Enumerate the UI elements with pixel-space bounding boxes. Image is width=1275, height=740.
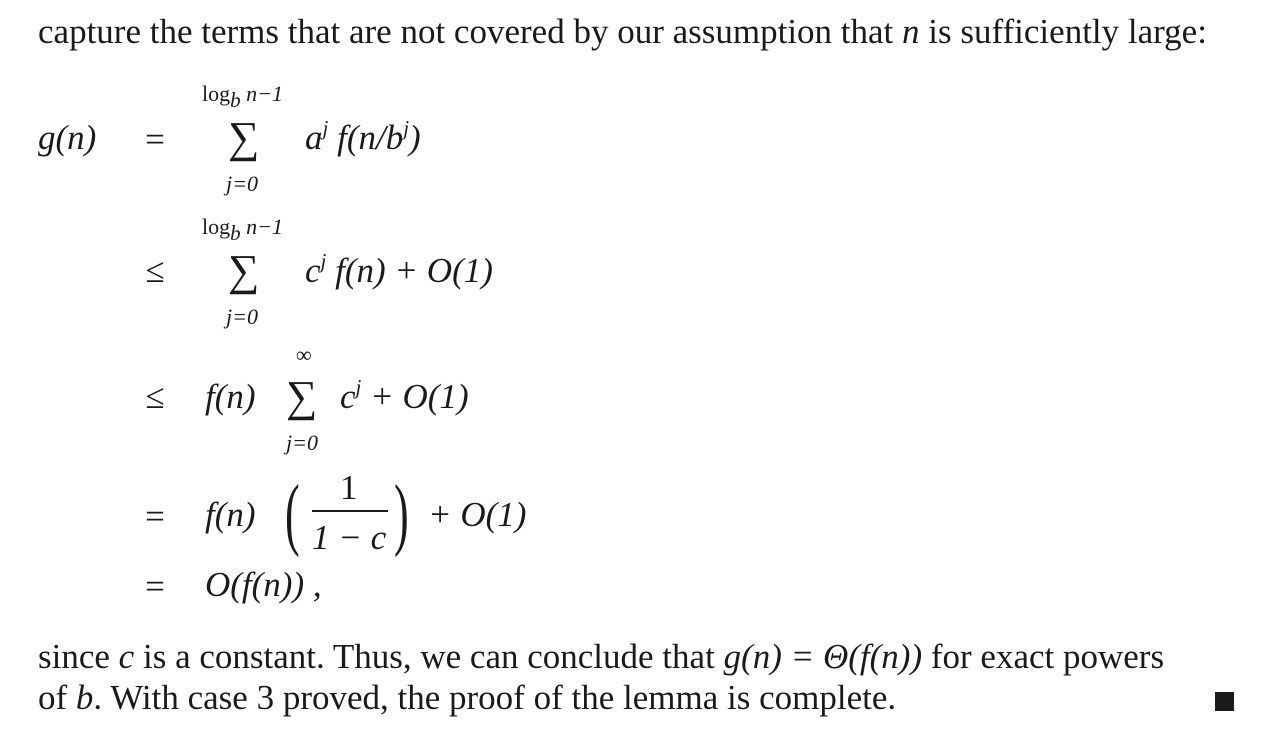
outro-line-1 [38, 637, 1164, 677]
frac-denominator: 1 − c [312, 518, 387, 557]
l3-sup: j [355, 375, 362, 399]
eq-rel-2: ≤ [145, 251, 165, 290]
outro-2a: of [38, 678, 76, 717]
eq-line2-term [305, 251, 493, 291]
outro-var-c: c [118, 637, 135, 676]
outro-1end: for exact powers [922, 637, 1165, 676]
sum3-upper: ∞ [296, 342, 312, 367]
sum3-lower: j=0 [286, 430, 318, 455]
sum2-lower: j=0 [226, 304, 258, 329]
intro-var-n: n [902, 12, 920, 51]
intro-line [38, 12, 1207, 52]
l2-rest: f(n) + O(1) [326, 251, 493, 290]
qed-square-icon [1215, 692, 1234, 711]
sum1-upper-log: log [202, 81, 231, 106]
eq-line5: O(f(n)) , [205, 565, 322, 604]
sum2-upper-log: log [202, 214, 231, 239]
eq-rel-5: = [145, 567, 165, 606]
sum1-upper-base: b [230, 88, 241, 112]
l3-rest: + O(1) [361, 377, 469, 416]
outro-var-b: b [75, 678, 94, 717]
eq-line4-lead: f(n) [205, 495, 256, 534]
sum1-upper-rest: n−1 [240, 81, 283, 106]
sum2-sigma: ∑ [228, 246, 260, 295]
sum2-upper-base: b [230, 221, 241, 245]
l3-c: c [340, 377, 356, 416]
eq-lhs: g(n) [38, 118, 97, 157]
sum2-upper [202, 214, 283, 245]
l1-sup2: j [403, 116, 410, 140]
outro-2end: . With case 3 proved, the proof of the lemma is complete. [93, 678, 897, 717]
outro-line-2 [38, 678, 896, 718]
eq-line3-term [340, 377, 469, 417]
l1-rest: f(n/b [328, 118, 404, 157]
eq-line1-term [305, 118, 421, 158]
outro-1a: since [38, 637, 119, 676]
intro-text-2: is sufficiently large: [919, 12, 1207, 51]
right-paren: ) [394, 470, 409, 558]
l1-a: a [305, 118, 323, 157]
sum3-sigma: ∑ [286, 372, 318, 421]
eq-line3-lead: f(n) [205, 377, 256, 416]
eq-rel-3: ≤ [145, 377, 165, 416]
outro-1b: is a constant. Thus, we can conclude that [134, 637, 724, 676]
outro-formula: g(n) = Θ(f(n)) [723, 637, 923, 676]
l2-sup: j [320, 249, 327, 273]
l2-c: c [305, 251, 321, 290]
sum1-sigma: ∑ [228, 113, 260, 162]
frac-numerator: 1 [340, 468, 358, 507]
frac-bar [312, 510, 388, 512]
sum1-lower: j=0 [226, 171, 258, 196]
eq-line4-rest: + O(1) [428, 495, 527, 534]
l1-close: ) [409, 118, 421, 157]
l1-sup: j [322, 116, 329, 140]
sum2-upper-rest: n−1 [240, 214, 283, 239]
eq-rel-1: = [145, 120, 165, 159]
intro-text-1: capture the terms that are not covered by our assumption that [38, 12, 903, 51]
sum1-upper [202, 81, 283, 112]
left-paren: ( [285, 470, 300, 558]
eq-rel-4: = [145, 497, 165, 536]
